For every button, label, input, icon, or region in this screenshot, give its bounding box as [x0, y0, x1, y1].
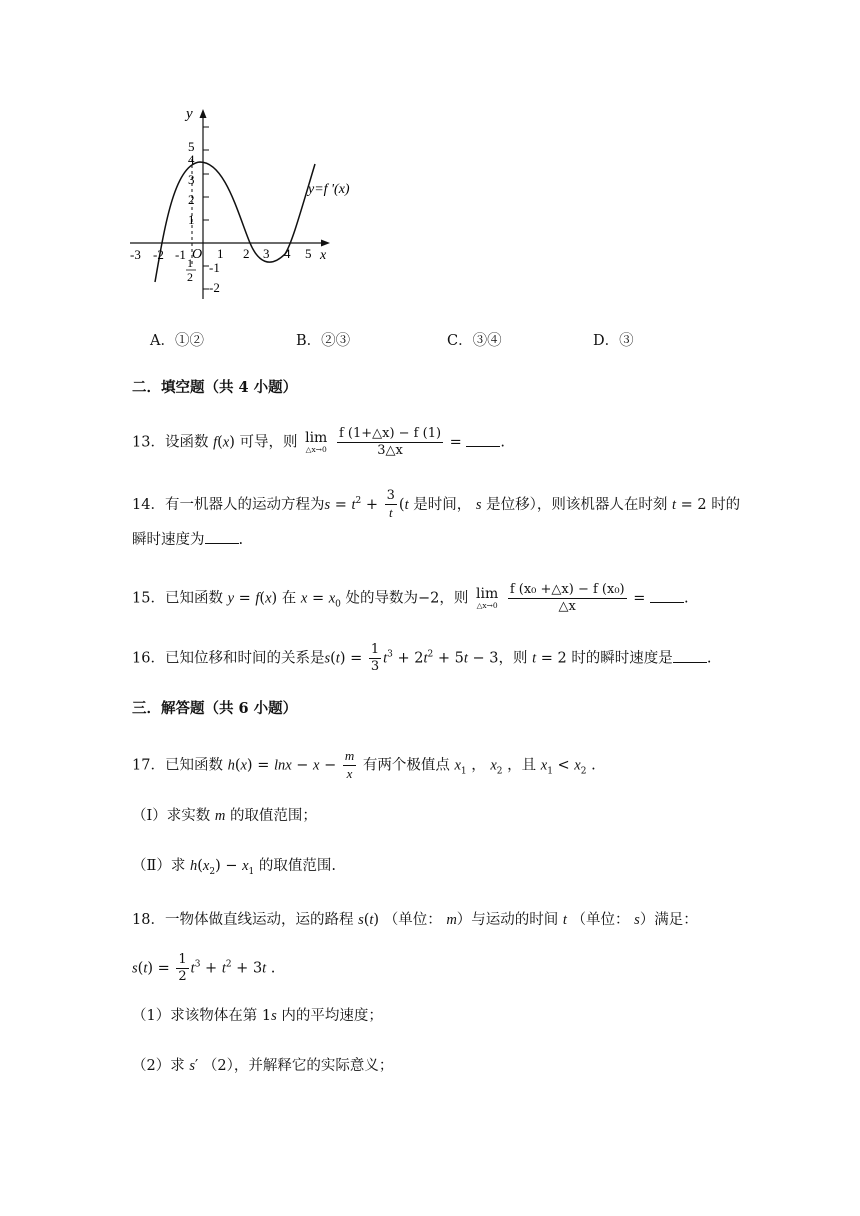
- section-2-heading: 二．填空题（共 4 小题）: [132, 379, 298, 396]
- question-17-part-1: （Ⅰ）求实数 m 的取值范围；: [132, 808, 317, 824]
- derivative-graph: [120, 104, 370, 304]
- question-14-line-1: 14．有一机器人的运动方程为$s = t^2$ + $\frac{3}{t}$ (t 是时间， s 是位移），则该机器人在时刻 t = 2 时的: [132, 488, 741, 520]
- y-tick-2: 2: [188, 192, 195, 207]
- option-c: C．③④: [447, 333, 502, 349]
- question-18-line-1: 18．一物体做直线运动，运的路程 s(t) （单位： m）与运动的时间 t （单位： s）满足：: [132, 912, 698, 928]
- question-16: 16．已知位移和时间的关系是s(t) = $\frac{1}{3}$ $t^3 + 2t^2 + 5t - 3$，则 t = 2 时的瞬时速度是 .: [132, 642, 712, 674]
- option-d: D．③: [593, 333, 634, 349]
- x-tick-3: 3: [263, 246, 270, 261]
- question-17: 17．已知函数 h(x) = lnx − x − $\frac{m}{x}$ 有两个极值点 $x_1$ ， $x_2$ ，且 $x_1 < x_2$ .: [132, 748, 596, 781]
- section-3-heading: 三．解答题（共 6 小题）: [132, 700, 298, 717]
- question-17-part-2: （Ⅱ）求 $h(x_2) - x_1$ 的取值范围.: [132, 858, 336, 877]
- y-tick-neg-half-den: 2: [187, 270, 193, 284]
- question-13: 13．设函数 f(x) 可导，则 lim △x→0 $\frac{f (1+\triangle x) - f (1)}{3\triangle x}$ = .: [132, 426, 506, 458]
- question-14-line-2: 瞬时速度为 .: [132, 532, 244, 548]
- x-tick-5: 5: [305, 246, 312, 261]
- question-18-line-2: s(t) = $\frac{1}{2}$ $t^3 + t^2 + 3t$ .: [132, 952, 276, 984]
- x-axis-label: x: [320, 248, 327, 263]
- y-tick-neg-half-num: 1: [187, 256, 193, 270]
- question-18-part-1: （1）求该物体在第 1s 内的平均速度；: [132, 1008, 383, 1024]
- x-tick-2: 2: [243, 246, 250, 261]
- y-axis-arrow: [200, 109, 207, 118]
- derivative-curve: [155, 162, 315, 282]
- curve-label: y=f '(x): [308, 182, 350, 197]
- x-tick-neg2: -2: [153, 247, 164, 262]
- y-tick-4: 4: [188, 152, 195, 167]
- x-tick-neg1: -1: [175, 247, 186, 262]
- y-tick-neg1: -1: [209, 260, 220, 275]
- option-a: A．①②: [150, 333, 204, 349]
- x-tick-origin: O: [192, 247, 203, 262]
- y-tick-5: 5: [188, 139, 195, 154]
- question-15: 15．已知函数 y = f(x) 在 $x = x_0$ 处的导数为−2，则 lim △x→0 $\frac{\text{f (x₀ +△x) − f (x₀)}}{\triangle x}$ = .: [132, 582, 689, 614]
- question-18-part-2: （2）求 s′ （2），并解释它的实际意义；: [132, 1058, 394, 1074]
- y-tick-neg2: -2: [209, 280, 220, 295]
- x-tick-1: 1: [217, 246, 224, 261]
- x-tick-4: 4: [284, 246, 291, 261]
- x-tick-neg3: -3: [130, 247, 141, 262]
- option-b: B．②③: [296, 333, 351, 349]
- x-axis-arrow: [321, 240, 330, 247]
- y-axis-label: y: [186, 106, 193, 122]
- y-tick-1: 1: [188, 212, 195, 227]
- y-tick-3: 3: [188, 172, 195, 187]
